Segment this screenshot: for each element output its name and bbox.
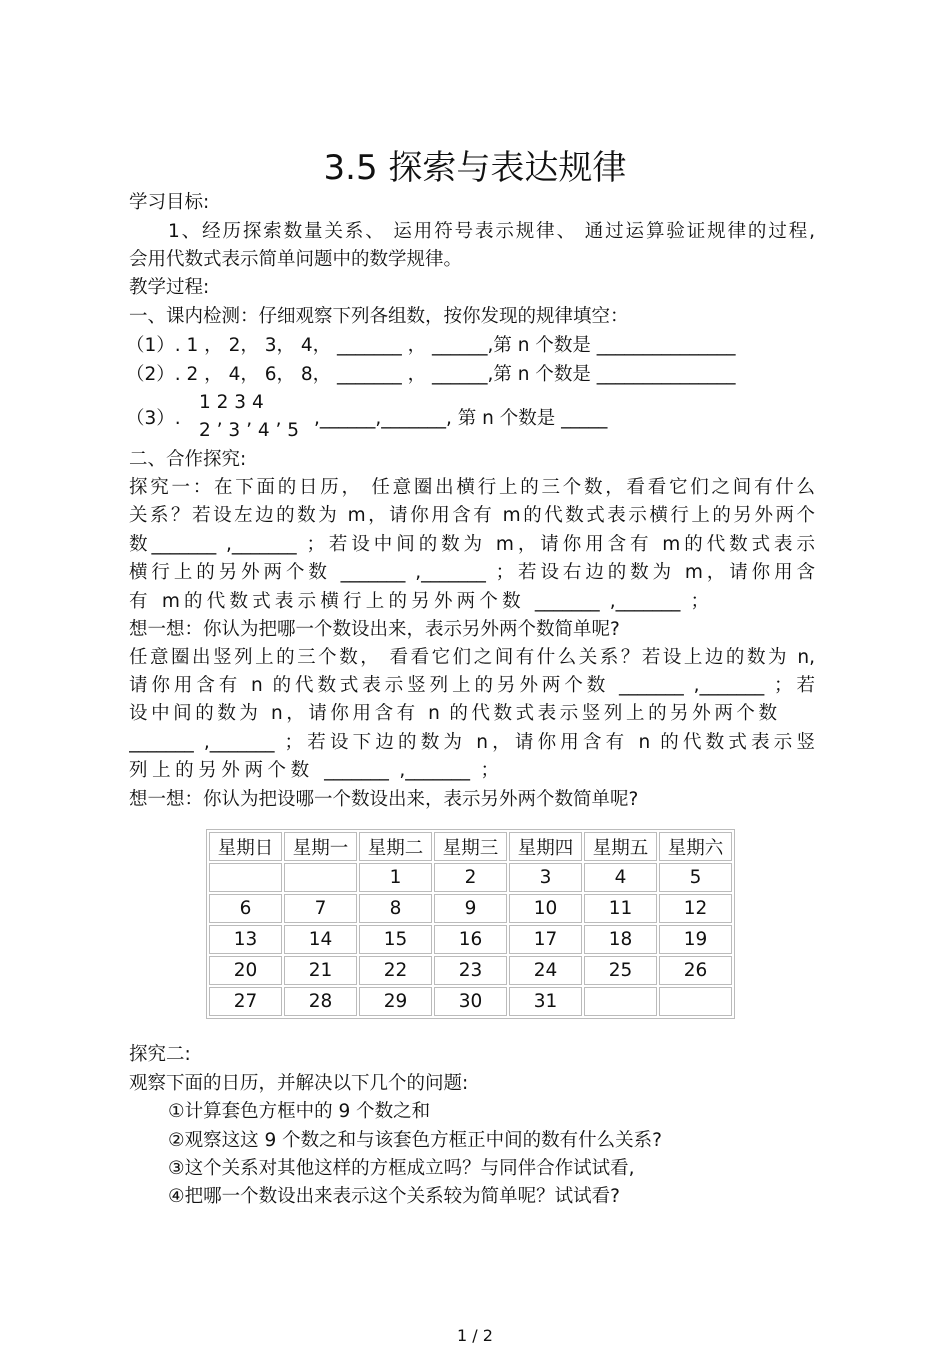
calendar-cell: 3	[509, 863, 582, 892]
task-item: ②观察这这 9 个数之和与该套色方框正中间的数有什么关系?	[168, 1130, 662, 1151]
calendar-cell	[209, 863, 282, 892]
think-two: 想一想：你认为把设哪一个数设出来，表示另外两个数简单呢?	[129, 789, 639, 810]
calendar-cell: 25	[584, 956, 657, 985]
section-two-heading: 二、合作探究:	[129, 449, 247, 470]
calendar-cell: 14	[284, 925, 357, 954]
section-one-heading: 一、课内检测：仔细观察下列各组数，按你发现的规律填空：	[129, 306, 629, 327]
calendar-cell: 11	[584, 894, 657, 923]
goal-text: 1、经历探索数量关系、 运用符号表示规律、 通过运算验证规律的过程,	[168, 221, 815, 242]
weekday-header: 星期二	[359, 832, 432, 861]
explore-two-intro: 观察下面的日历，并解决以下几个的问题:	[129, 1073, 469, 1094]
calendar-cell: 19	[659, 925, 732, 954]
page-title: 3.5 探索与表达规律	[323, 148, 627, 188]
fraction-denominators: 2 ’ 3 ’ 4 ’ 5	[199, 420, 300, 441]
question-2: （2）. 2 ， 4， 6， 8， _______ ， ______,第 n 个数是 _______________	[126, 364, 736, 385]
explore-one-line: 探究一：在下面的日历， 任意圈出横行上的三个数，看看它们之间有什么	[129, 477, 815, 498]
calendar-cell: 29	[359, 987, 432, 1016]
explore-column-line: 设中间的数为 n，请你用含有 n 的代数式表示竖列上的另外两个数	[129, 703, 777, 724]
weekday-header: 星期三	[434, 832, 507, 861]
calendar-row	[209, 894, 732, 923]
calendar-cell: 13	[209, 925, 282, 954]
question-3-blanks: ,______,_______, 第 n 个数是 _____	[314, 408, 608, 429]
task-item: ③这个关系对其他这样的方框成立吗？与同伴合作试试看,	[168, 1158, 635, 1179]
weekday-header: 星期五	[584, 832, 657, 861]
calendar-cell: 21	[284, 956, 357, 985]
question-3-label: （3）.	[126, 408, 181, 429]
calendar-cell: 23	[434, 956, 507, 985]
explore-one-line: 关系？若设左边的数为 m，请你用含有 m的代数式表示横行上的另外两个	[129, 505, 815, 526]
explore-column-line: _______ ,_______ ；若设下边的数为 n，请你用含有 n 的代数式表示竖	[129, 732, 815, 753]
task-item: ①计算套色方框中的 9 个数之和	[168, 1101, 431, 1122]
calendar-cell: 12	[659, 894, 732, 923]
calendar-cell: 31	[509, 987, 582, 1016]
calendar-cell: 2	[434, 863, 507, 892]
calendar-cell: 15	[359, 925, 432, 954]
explore-two-heading: 探究二:	[129, 1044, 191, 1065]
calendar-cell: 10	[509, 894, 582, 923]
calendar-cell: 5	[659, 863, 732, 892]
weekday-header: 星期一	[284, 832, 357, 861]
heading-goals: 学习目标:	[129, 192, 210, 213]
page-number: 1 / 2	[457, 1326, 493, 1345]
calendar-table	[206, 829, 735, 1019]
calendar-row	[209, 925, 732, 954]
calendar-cell: 8	[359, 894, 432, 923]
calendar-cell: 16	[434, 925, 507, 954]
explore-one-line: 横行上的另外两个数 _______ ,_______ ；若设右边的数为 m，请你用含	[129, 562, 815, 583]
calendar-cell: 4	[584, 863, 657, 892]
calendar-cell: 30	[434, 987, 507, 1016]
calendar-cell: 6	[209, 894, 282, 923]
weekday-header: 星期四	[509, 832, 582, 861]
task-item: ④把哪一个数设出来表示这个关系较为简单呢？试试看?	[168, 1186, 620, 1207]
calendar-cell: 27	[209, 987, 282, 1016]
explore-one-line: 数_______ ,_______ ；若设中间的数为 m，请你用含有 m的代数式表示	[129, 534, 815, 555]
calendar-cell	[284, 863, 357, 892]
calendar-cell: 18	[584, 925, 657, 954]
goal-text-cont: 会用代数式表示简单问题中的数学规律。	[129, 249, 463, 270]
calendar-header-row	[209, 832, 732, 861]
calendar-cell: 7	[284, 894, 357, 923]
calendar-cell: 24	[509, 956, 582, 985]
explore-column-line: 请你用含有 n 的代数式表示竖列上的另外两个数 _______ ,_______ ；若	[129, 675, 815, 696]
calendar-cell: 20	[209, 956, 282, 985]
calendar-row	[209, 956, 732, 985]
explore-column-line: 列上的另外两个数 _______ ,_______ ；	[129, 760, 499, 781]
question-1: （1）. 1 ， 2， 3， 4， _______ ， ______,第 n 个数是 _______________	[126, 335, 736, 356]
think-one: 想一想：你认为把哪一个数设出来，表示另外两个数简单呢?	[129, 619, 620, 640]
calendar-row	[209, 987, 732, 1016]
calendar-cell: 28	[284, 987, 357, 1016]
explore-one-line: 有 m的代数式表示横行上的另外两个数 _______ ,_______ ；	[129, 591, 709, 612]
weekday-header: 星期日	[209, 832, 282, 861]
calendar-cell: 17	[509, 925, 582, 954]
calendar-cell: 9	[434, 894, 507, 923]
calendar-cell: 1	[359, 863, 432, 892]
calendar-cell	[659, 987, 732, 1016]
calendar-cell	[584, 987, 657, 1016]
heading-process: 教学过程:	[129, 277, 210, 298]
explore-column-line: 任意圈出竖列上的三个数， 看看它们之间有什么关系？若设上边的数为 n,	[129, 647, 815, 668]
calendar-cell: 26	[659, 956, 732, 985]
calendar-cell: 22	[359, 956, 432, 985]
calendar-row	[209, 863, 732, 892]
fraction-numerators: 1 2 3 4	[199, 392, 264, 413]
weekday-header: 星期六	[659, 832, 732, 861]
